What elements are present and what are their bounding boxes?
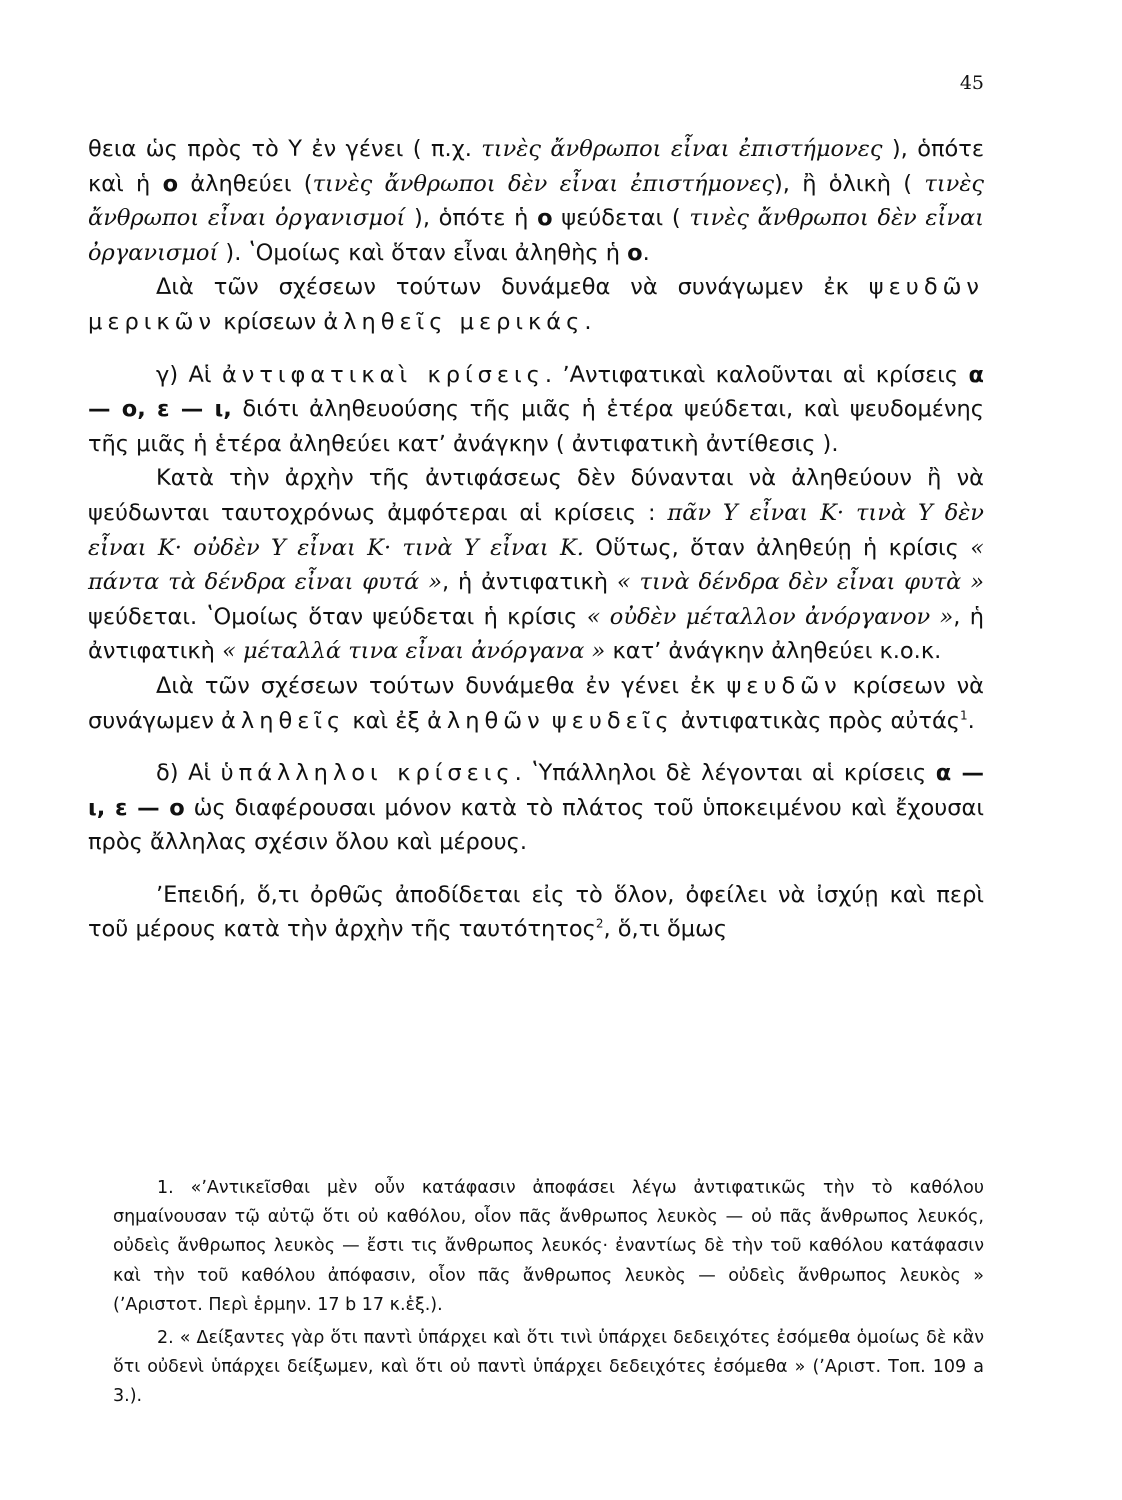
text-run: , ἡ ἀντιφατικὴ [88,603,984,665]
text-run: ), ὁπότε ἡ [405,205,538,232]
italic-example: τινὲς ἄνθρωποι εἶναι ἐπιστήμονες [481,136,883,162]
section-label: δ) Αἱ [156,760,221,787]
spaced-term: ἀληθεῖς μερικάς [323,308,585,335]
spaced-term: ἀληθεῖς [221,707,346,734]
text-run: . [967,707,975,734]
section-heading: ὑπάλληλοι κρίσεις [220,760,515,787]
italic-example: « πάντα τὰ δένδρα εἶναι φυτά » [88,534,984,596]
section-heading: ἀντιφατικαὶ κρίσεις [221,361,545,388]
text-run: ψεύδεται. ʽΟμοίως ὅταν ψεύδεται ἡ κρίσις [88,603,587,630]
section-label: γ) Αἱ [156,361,222,388]
text-run: , ὅ,τι ὅμως [603,916,728,943]
text-run: κατʼ ἀνάγκην ἀληθεύει κ.ο.κ. [605,638,942,665]
spaced-term: ψευδῶν [726,672,842,699]
footnotes [113,1174,984,1412]
text-run: ), ὁπότε καὶ ἡ [88,136,985,197]
text-run: καὶ ἐξ [345,707,428,734]
spaced-term: ἀληθῶν [427,707,545,734]
text-run: ). ʽΟμοίως καὶ ὅταν εἶναι ἀληθὴς ἡ [218,239,628,266]
text-run: . ʽΥπάλληλοι δὲ λέγονται αἱ κρίσεις [514,760,936,787]
text-run: . ʼΑντιφατικαὶ καλοῦνται αἱ κρίσεις [544,361,969,388]
text-run [545,708,552,734]
text-run: Οὕτως, ὅταν ἀληθεύῃ ἡ κρίσις [583,534,971,561]
footnote-1: 1. «ʼΑντικεῖσθαι μὲν οὖν κατάφασιν ἀποφάσει λέγω ἀντιφατικῶς τὴν τὸ καθόλου σημαίνουσαν τῷ αὐτῷ ὅτι οὐ καθόλου, οἷον πᾶς ἄνθρωπος λευκὸς — οὐ πᾶς ἄνθρωπος λευκός, οὐδεὶς ἄνθρωπος λευκὸς — ἔστι τις ἄνθρωπος λευκός· ἐναντίως δὲ τὴν τοῦ καθόλου κατάφασιν καὶ τὴν τοῦ καθόλου ἀπόφασιν, οἷον πᾶς ἄνθρωπος λευκὸς — οὐδεὶς ἄνθρωπος λευκὸς » (ʼΑριστοτ. Περὶ ἑρμην. 17 b 17 κ.ἑξ.). [113,1178,984,1315]
text-run: κρίσεων [216,308,324,335]
paragraph-4 [88,461,984,669]
paragraph-3 [88,358,984,462]
footnote-ref: 2 [595,916,604,931]
text-run: κρίσεων νὰ συνάγωμεν [88,672,984,734]
text-run: ἀντιφατικὰς πρὸς αὐτάς [673,707,960,734]
text-run: Κατὰ τὴν ἀρχὴν τῆς ἀντιφάσεως δὲν δύνανται νὰ ἀληθεύουν ἢ νὰ ψεύδωνται ταυτοχρόνως ἀμφότεραι αἱ κρίσεις : [88,465,984,526]
bold-letters: α — ι, ε — ο [88,760,984,821]
page-number: 45 [959,72,984,94]
footnote-ref: 1 [960,708,968,722]
bold-letter: ο [162,170,179,197]
text-run: ʼΕπειδή, ὅ,τι ὀρθῶς ἀποδίδεται εἰς τὸ ὅλον, ὀφείλει νὰ ἰσχύῃ καὶ περὶ τοῦ μέρους κατὰ τὴν ἀρχὴν τῆς ταυτότητος [88,881,984,943]
text-run: ἀληθεύει ( [178,170,313,197]
text-run: Διὰ τῶν σχέσεων τούτων δυνάμεθα ἐν γένει ἐκ [156,672,727,699]
text-run: διότι ἀληθευούσης τῆς μιᾶς ἡ ἑτέρα ψεύδεται, καὶ ψευδομένης τῆς μιᾶς ἡ ἑτέρα ἀληθεύει κατʼ ἀνάγκην ( ἀντιφατικὴ ἀντίθεσις ). [88,396,984,457]
italic-example: « τινὰ δένδρα δὲν εἶναι φυτὰ » [616,569,984,596]
italic-example: τινὲς ἄνθρωποι δὲν εἶναι ὀργανισμοί [88,205,985,266]
text-run: ψεύδεται ( [552,205,690,232]
paragraph-6 [88,756,984,860]
bold-letter: ο [627,239,643,266]
paragraph-2 [88,270,984,339]
bold-letters: α — ο, ε — ι, [88,361,984,423]
italic-example: τινὲς ἄνθρωποι εἶναι ὀργανισμοί [88,170,985,232]
footnote-2: 2. « Δείξαντες γὰρ ὅτι παντὶ ὑπάρχει καὶ ὅτι τινὶ ὑπάρχει δεδειχότες ἐσόμεθα ὁμοίως δὲ κἂν ὅτι οὐδενὶ ὑπάρχει δείξωμεν, καὶ ὅτι οὐ παντὶ ὑπάρχει δεδειχότες ἐσόμεθα » (ʼΑριστ. Τοπ. 109 a 3.). [113,1328,984,1407]
italic-example: πᾶν Υ εἶναι Κ· τινὰ Υ δὲν εἶναι Κ· οὐδὲν Υ εἶναι Κ· τινὰ Υ εἶναι Κ. [88,499,984,561]
paragraph-5 [88,669,984,738]
spaced-term: ψευδεῖς [551,707,674,734]
italic-example: « οὐδὲν μέταλλον ἀνόργανον » [586,603,954,630]
text-run: . [642,239,650,266]
paragraph-1 [88,132,984,270]
text-run: ), ἢ ὁλικὴ ( [773,170,925,197]
paragraph-7 [88,878,984,947]
spaced-term: ψευδῶν μερικῶν [88,274,984,335]
text-run: , ἡ ἀντιφατικὴ [441,569,617,596]
main-text [88,132,984,947]
italic-example: « μέταλλά τινα εἶναι ἀνόργανα » [222,638,606,665]
text-run: θεια ὡς πρὸς τὸ Υ ἐν γένει ( π.χ. [88,136,482,162]
text-run: Διὰ τῶν σχέσεων τούτων δυνάμεθα νὰ συνάγωμεν ἐκ [156,274,869,301]
text-run: . [584,308,592,335]
text-run: ὡς διαφέρουσαι μόνον κατὰ τὸ πλάτος τοῦ ὑποκειμένου καὶ ἔχουσαι πρὸς ἄλληλας σχέσιν ὅλου καὶ μέρους. [88,794,984,856]
bold-letter: ο [537,205,553,232]
italic-example: τινὲς ἄνθρωποι δὲν εἶναι ἐπιστήμονες [312,170,774,197]
